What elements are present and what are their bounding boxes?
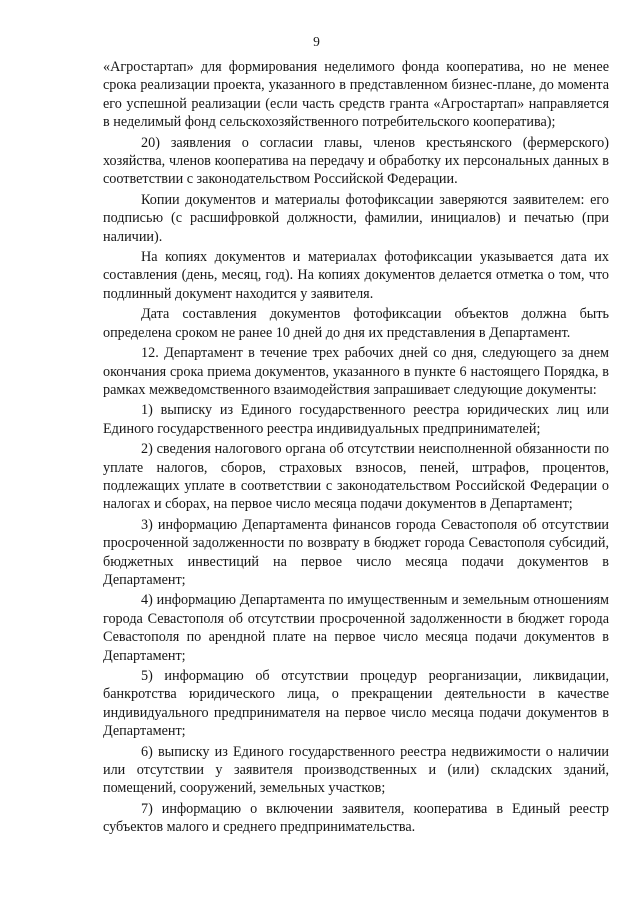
list-item-6: 6) выписку из Единого государственного реестра недвижимости о наличии или отсутствии у заявителя производственных и (или) складских зданий, помещений, сооружений, земельных участков; [103,743,609,797]
list-item-5: 5) информацию об отсутствии процедур реорганизации, ликвидации, банкротства юридического лица, о прекращении деятельности в качестве индивидуального предпринимателя на первое число месяца подачи документов в Департамент; [103,668,609,740]
list-item-2: 2) сведения налогового органа об отсутствии неисполненной обязанности по уплате налогов, сборов, страховых взносов, пеней, штрафов, процентов, подлежащих уплате в соответствии с законодательством Российской Федерации о налогах и сборах, на первое число месяца подачи документов в Департамент; [103,441,609,513]
paragraph-copies-certification: Копии документов и материалы фотофиксации заверяются заявителем: его подписью (с расшифровкой должности, фамилии, инициалов) и печатью (при наличии). [103,191,609,245]
paragraph-copies-date: На копиях документов и материалах фотофиксации указывается дата их составления (день, месяц, год). На копиях документов делается отметка о том, что подлинный документ находится у заявителя. [103,249,609,302]
paragraph-item-20: 20) заявления о согласии главы, членов крестьянского (фермерского) хозяйства, членов кооператива на передачу и обработку их персональных данных в соответствии с законодательством Российской Федерации. [103,134,609,188]
list-item-3: 3) информацию Департамента финансов города Севастополя об отсутствии просроченной задолженности по возврату в бюджет города Севастополя субсидий, бюджетных инвестиций на первое число месяца подачи документов в Департамент; [103,516,609,588]
paragraph-photo-date: Дата составления документов фотофиксации объектов должна быть определена сроком не ранее 10 дней до дня их представления в Департамент. [103,306,609,341]
paragraph-clause-12: 12. Департамент в течение трех рабочих дней со дня, следующего за днем окончания срока приема документов, указанного в пункте 6 настоящего Порядка, в рамках межведомственного взаимодействия запрашивает следующие документы: [103,345,609,398]
list-item-7: 7) информацию о включении заявителя, кооператива в Единый реестр субъектов малого и среднего предпринимательства. [103,800,609,836]
list-item-1: 1) выписку из Единого государственного реестра юридических лиц или Единого государственного реестра индивидуальных предпринимателей; [103,402,609,437]
page-number: 9 [313,34,320,49]
paragraph-agrostartup-fund: «Агростартап» для формирования неделимого фонда кооператива, но не менее срока реализации проекта, указанного в представленном бизнес-плане, до момента его успешной реализации (если часть средств гранта «Агростартап» направляется в неделимый фонд сельскохозяйственного потребительского кооператива); [103,59,609,131]
list-item-4: 4) информацию Департамента по имущественным и земельным отношениям города Севастополя об отсутствии просроченной задолженности в бюджет города Севастополя по арендной плате на первое число месяца подачи документов в Департамент; [103,592,609,664]
document-body [103,58,609,839]
